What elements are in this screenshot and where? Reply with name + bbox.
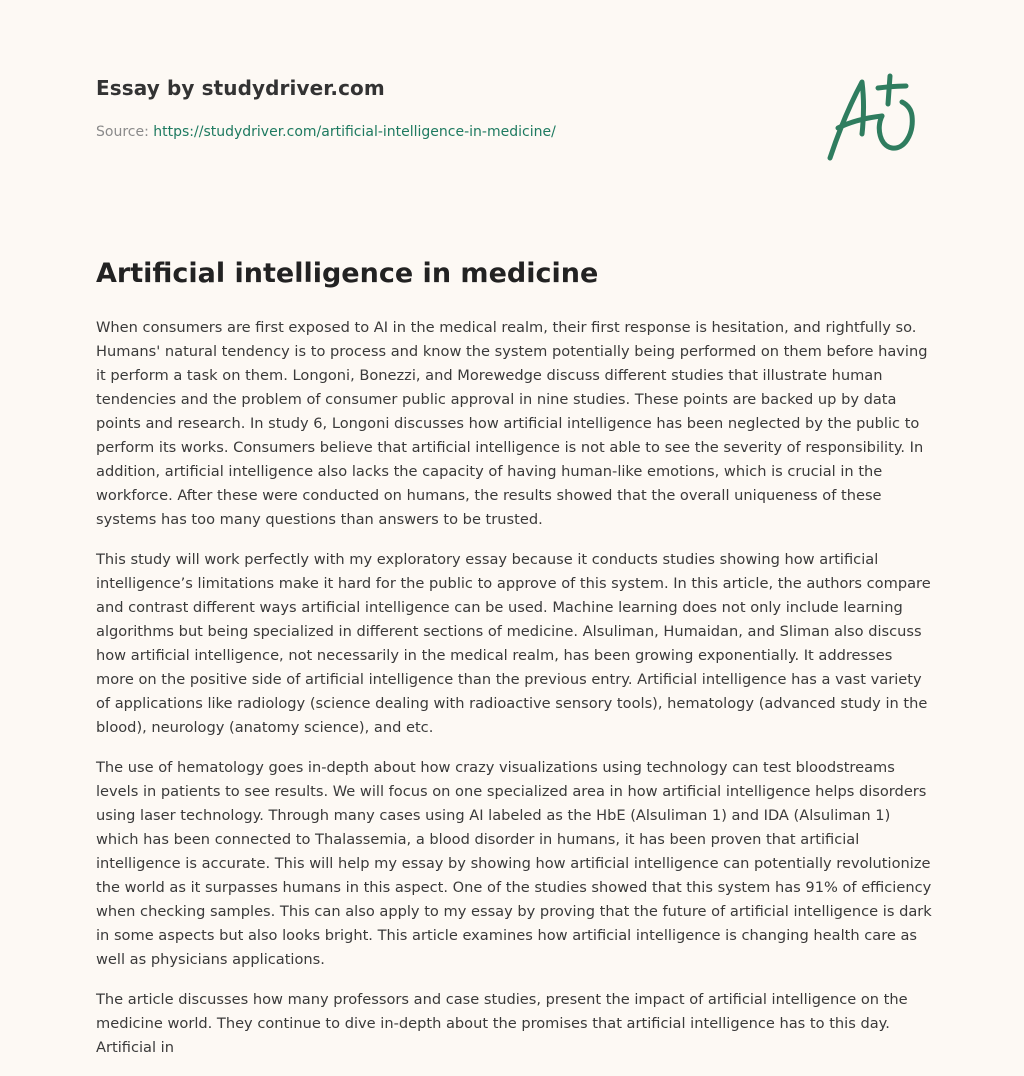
page — [96, 0, 932, 1056]
source-label: Source: — [96, 124, 154, 140]
site-title: Essay by studydriver.com — [96, 76, 385, 100]
header — [96, 0, 932, 200]
source-link[interactable]: https://studydriver.com/artificial-intelligence-in-medicine/ — [153, 124, 556, 140]
essay-title: Artificial intelligence in medicine — [96, 258, 599, 289]
source-line — [96, 124, 556, 140]
essay-paragraph: The article discusses how many professors and case studies, present the impact of artificial intelligence on the medicine world. They continue to dive in-depth about the promises that artificial intelligence has to this day. Artificial in — [96, 991, 908, 1056]
a-plus-logo-icon — [824, 68, 924, 164]
essay-paragraph: The use of hematology goes in-depth about how crazy visualizations using technology can test bloodstreams levels in patients to see results. We will focus on one specialized area in how artificial intelligence helps disorders using laser technology. Through many cases using AI labeled as the HbE (Alsuliman 1) and IDA (Alsuliman 1) which has been connected to Thalassemia, a blood disorder in humans, it has been proven that artificial intelligence is accurate. This will help my essay by showing how artificial intelligence can potentially revolutionize the world as it surpasses humans in this aspect. One of the studies showed that this system has 91% of efficiency when checking samples. This can also apply to my essay by proving that the future of artificial intelligence is dark in some aspects but also looks bright. This article examines how artificial intelligence is changing health care as well as physicians applications. — [96, 759, 932, 968]
essay-body — [96, 316, 932, 1076]
essay-paragraph: When consumers are first exposed to AI in the medical realm, their first response is hesitation, and rightfully so. Humans' natural tendency is to process and know the system potentially being performed on them before having it perform a task on them. Longoni, Bonezzi, and Morewedge discuss different studies that illustrate human tendencies and the problem of consumer public approval in nine studies. These points are backed up by data points and research. In study 6, Longoni discusses how artificial intelligence has been neglected by the public to perform its works. Consumers believe that artificial intelligence is not able to see the severity of responsibility. In addition, artificial intelligence also lacks the capacity of having human-like emotions, which is crucial in the workforce. After these were conducted on humans, the results showed that the overall uniqueness of these systems has too many questions than answers to be trusted. — [96, 319, 928, 528]
essay-paragraph: This study will work perfectly with my exploratory essay because it conducts studies showing how artificial intelligence’s limitations make it hard for the public to approve of this system. In this article, the authors compare and contrast different ways artificial intelligence can be used. Machine learning does not only include learning algorithms but being specialized in different sections of medicine. Alsuliman, Humaidan, and Sliman also discuss how artificial intelligence, not necessarily in the medical realm, has been growing exponentially. It addresses more on the positive side of artificial intelligence than the previous entry. Artificial intelligence has a vast variety of applications like radiology (science dealing with radioactive sensory tools), hematology (advanced study in the blood), neurology (anatomy science), and etc. — [96, 551, 931, 736]
